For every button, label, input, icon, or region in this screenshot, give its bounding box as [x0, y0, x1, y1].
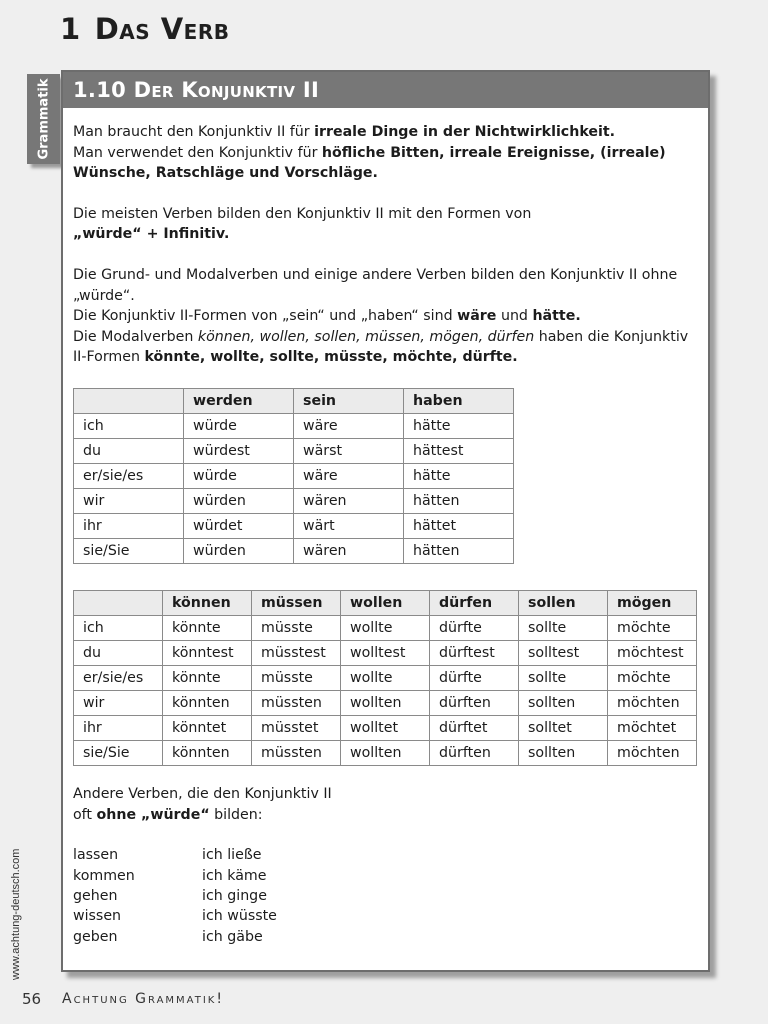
table-cell: wollte: [341, 665, 430, 690]
list-item: [73, 845, 698, 865]
table-cell: ihr: [74, 513, 184, 538]
table-cell: hätte: [404, 463, 514, 488]
verb-list: [73, 845, 698, 947]
bold-span: irreale Dinge in der Nichtwirklichkeit.: [314, 124, 616, 140]
table-cell: er/sie/es: [74, 665, 163, 690]
table-cell: sollten: [519, 740, 608, 765]
table-cell: wäre: [294, 413, 404, 438]
infinitive: geben: [73, 928, 118, 945]
konjunktiv-form: ich ginge: [202, 887, 267, 904]
table-header: müssen: [252, 590, 341, 615]
table-cell: würde: [184, 413, 294, 438]
table-cell: sie/Sie: [74, 538, 184, 563]
konjunktiv-form: ich wüsste: [202, 908, 277, 925]
bold-span: „würde“ + Infinitiv.: [73, 226, 230, 243]
text-span: Die Grund- und Modalverben und einige andere Verben bilden den Konjunktiv II ohne „würde“.: [73, 266, 678, 304]
list-item: [73, 886, 698, 906]
table-header: haben: [404, 388, 514, 413]
table-cell: dürftest: [430, 640, 519, 665]
table-cell: hätten: [404, 488, 514, 513]
table-cell: müsste: [252, 665, 341, 690]
table-header-row: [74, 388, 514, 413]
text-span: Die Modalverben: [73, 328, 198, 345]
table-cell: würdet: [184, 513, 294, 538]
table-cell: möchten: [608, 740, 697, 765]
table-cell: müssten: [252, 740, 341, 765]
infinitive: lassen: [73, 847, 119, 864]
konjunktiv-form: ich käme: [202, 867, 267, 884]
table-header: [74, 388, 184, 413]
table-cell: hätte: [404, 413, 514, 438]
table-row: [74, 463, 514, 488]
table-cell: möchte: [608, 665, 697, 690]
table-header: dürfen: [430, 590, 519, 615]
bold-span: höfliche Bitten, irreale Ereignisse, (irreale) Wünsche, Ratschläge und Vorschläge.: [73, 144, 666, 182]
text-span: Andere Verben, die den Konjunktiv II: [73, 785, 332, 802]
grammar-card: [61, 70, 710, 972]
bold-span: hätte.: [532, 308, 581, 325]
table-cell: wollte: [341, 615, 430, 640]
table-cell: du: [74, 438, 184, 463]
table-cell: möchtest: [608, 640, 697, 665]
table-header: sollen: [519, 590, 608, 615]
table-cell: könnten: [163, 690, 252, 715]
table-cell: müsstest: [252, 640, 341, 665]
table-cell: wären: [294, 538, 404, 563]
list-item: [73, 927, 698, 947]
grammatik-side-tab: [27, 74, 60, 164]
website-url: www.achtung-deutsch.com: [10, 848, 22, 980]
table-cell: dürfte: [430, 615, 519, 640]
table-cell: sollte: [519, 615, 608, 640]
modal-verbs-table: [73, 590, 697, 766]
table-header: mögen: [608, 590, 697, 615]
text-span: bilden:: [209, 806, 263, 823]
table-cell: wollten: [341, 740, 430, 765]
table-cell: hätten: [404, 538, 514, 563]
table-header: sein: [294, 388, 404, 413]
table-cell: dürften: [430, 740, 519, 765]
table-cell: wolltet: [341, 715, 430, 740]
chapter-title: [60, 12, 230, 46]
section-title: 1.10 Der Konjunktiv II: [63, 72, 708, 108]
intro-paragraph-3: [73, 265, 698, 368]
bold-span: könnte, wollte, sollte, müsste, möchte, dürfte.: [144, 349, 518, 366]
table-cell: möchtet: [608, 715, 697, 740]
table-row: [74, 740, 697, 765]
table-cell: dürften: [430, 690, 519, 715]
table-cell: könnte: [163, 615, 252, 640]
table-row: [74, 438, 514, 463]
table-row: [74, 488, 514, 513]
table-cell: ich: [74, 615, 163, 640]
table-header: werden: [184, 388, 294, 413]
table-cell: dürfte: [430, 665, 519, 690]
konjunktiv-form: ich ließe: [202, 847, 262, 864]
chapter-name: Das Verb: [94, 12, 230, 46]
table-cell: du: [74, 640, 163, 665]
table-cell: dürftet: [430, 715, 519, 740]
table-cell: wärst: [294, 438, 404, 463]
table-header-row: [74, 590, 697, 615]
table-cell: wärt: [294, 513, 404, 538]
list-item: [73, 866, 698, 886]
italic-span: können, wollen, sollen, müssen, mögen, dürfen: [197, 328, 535, 345]
text-span: Die Konjunktiv II-Formen von „sein“ und „haben“ sind: [73, 308, 458, 325]
text-span: haben die Konjunktiv II-Formen: [73, 328, 689, 366]
table-cell: würde: [184, 463, 294, 488]
table-cell: könnte: [163, 665, 252, 690]
table-cell: sollte: [519, 665, 608, 690]
bold-span: ohne „würde“: [96, 806, 210, 823]
table-header: können: [163, 590, 252, 615]
table-row: [74, 513, 514, 538]
table-cell: er/sie/es: [74, 463, 184, 488]
table-cell: könntest: [163, 640, 252, 665]
card-content: [63, 108, 708, 947]
infinitive: kommen: [73, 867, 135, 884]
table-cell: solltest: [519, 640, 608, 665]
table-cell: sie/Sie: [74, 740, 163, 765]
table-header: [74, 590, 163, 615]
side-tab-label: Grammatik: [36, 78, 51, 160]
table-cell: wir: [74, 690, 163, 715]
table-cell: möchte: [608, 615, 697, 640]
book-title: Achtung Grammatik!: [62, 991, 224, 1007]
table-cell: sollten: [519, 690, 608, 715]
text-span: Man braucht den Konjunktiv II für: [73, 124, 315, 140]
table-cell: solltet: [519, 715, 608, 740]
table-row: [74, 665, 697, 690]
text-span: Man verwendet den Konjunktiv für: [73, 144, 322, 161]
konjunktiv-form: ich gäbe: [202, 928, 263, 945]
table-cell: müsste: [252, 615, 341, 640]
bold-span: wäre: [457, 308, 497, 325]
intro-paragraph-1: [73, 122, 698, 184]
list-item: [73, 906, 698, 926]
other-verbs-intro: [73, 784, 698, 825]
table-row: [74, 538, 514, 563]
table-cell: wollten: [341, 690, 430, 715]
table-cell: hättet: [404, 513, 514, 538]
table-cell: wäre: [294, 463, 404, 488]
text-span: und: [496, 308, 533, 325]
infinitive: gehen: [73, 887, 118, 904]
intro-paragraph-2: [73, 204, 698, 245]
table-cell: würdest: [184, 438, 294, 463]
table-row: [74, 715, 697, 740]
table-cell: hättest: [404, 438, 514, 463]
table-cell: würden: [184, 488, 294, 513]
table-cell: wären: [294, 488, 404, 513]
table-cell: müssten: [252, 690, 341, 715]
table-cell: ihr: [74, 715, 163, 740]
werden-sein-haben-table: [73, 388, 514, 564]
text-span: oft: [73, 806, 97, 823]
table-cell: wolltest: [341, 640, 430, 665]
table-header: wollen: [341, 590, 430, 615]
table-cell: möchten: [608, 690, 697, 715]
page-number: 56: [22, 990, 42, 1008]
table-cell: wir: [74, 488, 184, 513]
text-span: Die meisten Verben bilden den Konjunktiv II mit den Formen von: [73, 205, 532, 222]
table-cell: ich: [74, 413, 184, 438]
infinitive: wissen: [73, 908, 122, 925]
table-row: [74, 615, 697, 640]
table-cell: müsstet: [252, 715, 341, 740]
table-cell: könntet: [163, 715, 252, 740]
table-cell: würden: [184, 538, 294, 563]
chapter-number: 1: [60, 12, 81, 46]
table-row: [74, 413, 514, 438]
table-cell: könnten: [163, 740, 252, 765]
table-row: [74, 640, 697, 665]
table-row: [74, 690, 697, 715]
